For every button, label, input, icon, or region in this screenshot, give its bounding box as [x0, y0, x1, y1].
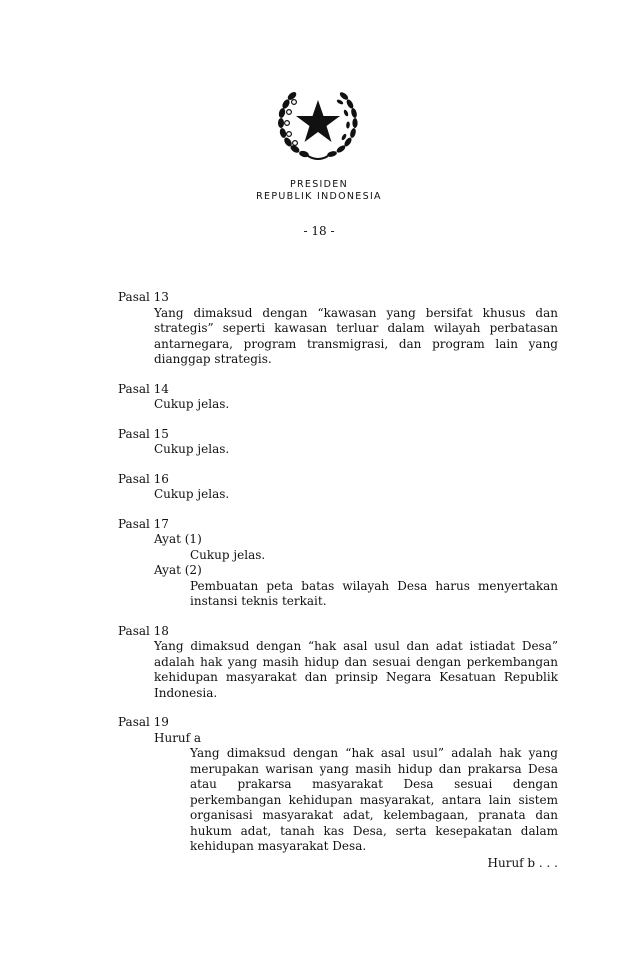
pasal-heading: Pasal 18	[118, 623, 169, 638]
huruf-text: Yang dimaksud dengan “hak asal usul” adalah hak yang merupakan warisan yang masih hidup dan prakarsa Desa atau prakarsa masyarakat Desa sesuai dengan perkembangan kehidupan masyarakat, antara lain sistem organisasi masyarakat adat, kelembagaan, pranata dan hukum adat, tanah kas Desa, serta kesepakatan dalam kehidupan masyarakat Desa.	[190, 746, 558, 853]
pasal-text: Cukup jelas.	[154, 442, 230, 456]
section-pasal-17	[118, 517, 558, 610]
pasal-heading: Pasal 13	[118, 290, 169, 304]
pasal-text: Cukup jelas.	[154, 397, 230, 411]
ayat-text: Cukup jelas.	[190, 547, 266, 562]
section-pasal-13	[118, 290, 558, 368]
pasal-text: Yang dimaksud dengan “kawasan yang bersifat khusus dan strategis” seperti kawasan terluar dalam wilayah perbatasan antarnegara, program transmigrasi, dan program lain yang dianggap strategis.	[154, 305, 558, 366]
section-pasal-15	[118, 427, 558, 458]
ayat-heading: Ayat (2)	[154, 563, 202, 577]
pasal-heading: Pasal 17	[118, 516, 169, 531]
pasal-heading: Pasal 19	[118, 715, 169, 729]
continuation-note: Huruf b . . .	[487, 856, 558, 870]
pasal-heading: Pasal 14	[118, 381, 169, 396]
section-pasal-18	[118, 624, 558, 702]
section-pasal-16	[118, 472, 558, 503]
pasal-heading: Pasal 15	[118, 426, 169, 441]
ayat-text: Pembuatan peta batas wilayah Desa harus menyertakan instansi teknis terkait.	[190, 578, 558, 608]
section-pasal-19	[118, 715, 558, 855]
page-number: - 18 -	[303, 224, 335, 238]
section-pasal-14	[118, 382, 558, 413]
document-body	[118, 290, 558, 869]
header-title-presiden: PRESIDEN	[290, 179, 348, 190]
pasal-text: Cukup jelas.	[154, 487, 230, 501]
huruf-heading: Huruf a	[154, 730, 202, 745]
pasal-heading: Pasal 16	[118, 471, 169, 486]
header-title-republik: REPUBLIK INDONESIA	[256, 191, 382, 202]
pasal-text: Yang dimaksud dengan “hak asal usul dan adat istiadat Desa” adalah hak yang masih hidup dan sesuai dengan perkembangan kehidupan masyarakat dan prinsip Negara Kesatuan Republik Indonesia.	[154, 639, 558, 700]
ayat-heading: Ayat (1)	[154, 532, 202, 546]
garuda-star-emblem-icon	[272, 82, 364, 164]
